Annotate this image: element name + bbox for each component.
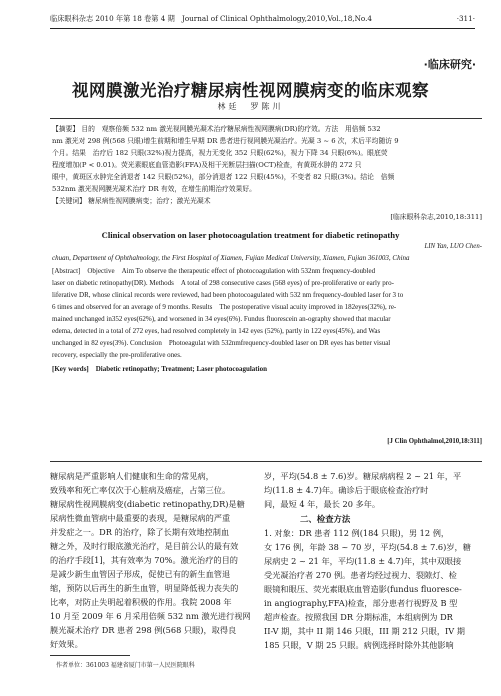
page-number: ·311· [456,14,475,23]
abstract-en-line: 6 times and observed for an average of 9 months. Results The postoperative visual acuity improved in 182eyes(32%), re- [52,303,397,311]
section-label: ·临床研究· [423,58,476,71]
body-line: in angiography,FFA)检查，部分患者行视野及 B 型 [264,598,458,608]
body-line: 糖尿病性视网膜病变(diabetic retinopathy,DR)是糖 [50,499,245,509]
body-line: 均(11.8 ± 4.7)年。确诊后于眼底检查治疗时 [264,485,429,495]
section-heading: 二、检查方法 [300,514,351,524]
keywords-en: [Key words] Diabetic retinopathy; Treatment; Laser photocoagulation [52,365,267,373]
abstract-en-line: laser on diabetic retinopathy(DR). Methods A total of 298 consecutive cases (568 eyes) of pre-proliferative or early pro- [52,279,394,287]
body-line: 10 月至 2009 年 6 月采用倍频 532 nm 激光进行视网 [50,611,251,621]
body-line: 岁，平均(54.8 ± 7.6)岁。糖尿病病程 2 ~ 21 年，平 [264,471,462,481]
body-line: 糖尿病是严重影响人们健康和生命的常见病， [50,471,214,481]
footnote-rule [50,655,130,656]
body-line: 糖之外，及时行眼底激光治疗，是目前公认的最有效 [50,541,239,551]
body-line: 缩，预防以后再生的新生血管，明显降低视力丧失的 [50,583,239,593]
abstract-box [50,118,482,462]
body-line: 是减少新生血管因子形成，促使已有的新生血管退 [50,569,231,579]
abstract-en-line: [Abstract] Objective Aim To observe the therapeutic effect of photocoagulation with 532nm frequency-doubled [52,267,376,275]
body-line: 致残率和死亡率仅次于心脏病及癌症，占第三位。 [50,485,231,495]
body-line: 并发症之一。DR 的治疗，除了长期有效地控制血 [50,527,230,537]
article-title: 视网膜激光治疗糖尿病性视网膜病变的临床观察 [72,81,429,100]
running-header [50,10,475,29]
body-line: 眼镜和眼压、荧光素眼底血管造影(fundus fluoresce- [264,584,462,594]
abstract-en-line: unchanged in 82 eyes(3%). Conclusion Photoeagulat with 532nmfrequency-doubled laser on DR eyes has better visual [52,339,391,347]
body-line: 超声检查。按照我国 DR 分期标准，本组病例为 DR [264,612,453,622]
abstract-en-line: liferative DR, whose clinical records were reviewed, had been photocoagulated with 532 nm frequency-doubled laser for 3 to [52,291,404,299]
body-line: II-V 期，其中 II 期 146 只眼，III 期 212 只眼，IV 期 [264,626,465,636]
journal-info: 临床眼科杂志 2010 年第 18 卷第 4 期 Journal of Clinical Ophthalmology,2010,Vol.,18,No.4 [50,14,372,23]
body-line: 好效果。 [50,639,83,649]
body-line: 受光凝治疗者 270 例。患者均经过视力、裂隙灯、检 [264,570,457,580]
citation-en: [J Clin Ophthalmol,2010,18:311] [387,438,482,445]
citation-cn: [临床眼科杂志,2010,18:311] [390,213,482,221]
abstract-cn-line: 眼中，黄斑区水肿完全消退者 142 只眼(52%)，部分消退者 122 只眼(45%)，不变者 82 只眼(3%)。结论 倍频 [52,173,395,181]
abstract-cn-line: nm 激光对 298 例(568 只眼)增生前期和增生早期 DR 患者进行视网膜光凝治疗。光凝 3 ~ 6 次，术后平均随访 9 [52,137,399,145]
body-line: 间，最短 4 年，最长 20 多年。 [264,499,381,509]
body-line: 尿病史 2 ~ 21 年，平均(11.8 ± 4.7)年，其中双眼接 [264,556,462,566]
keywords-cn: 【关键词】 糖尿病性视网膜病变；治疗；激光光凝术 [52,197,211,205]
footnote: 作者单位：361003 福建省厦门市第一人民医院眼科 [56,662,195,669]
abstract-cn-line: 【摘要】 目的 观察倍频 532 nm 激光视网膜光凝术治疗糖尿病性视网膜病(DR)的疗效。方法 用倍频 532 [52,125,381,133]
body-line: 膜光凝术治疗 DR 患者 298 例(568 只眼)，取得良 [50,625,237,635]
body-line: 尿病性微血管病中最重要的表现，是糖尿病的严重 [50,513,231,523]
english-affiliation: chuan, Department of Ophthalmology, the First Hospital of Xiamen, Fujian Medical University, Xiamen, Fujian 361003, China [52,254,410,262]
english-authors: LIN Yan, LUO Chen- [424,243,482,250]
abstract-cn-line: 程度增加(P < 0.01)。荧光素眼底血管造影(FFA)及相干光断层扫描(OCT)检查，有黄斑水肿的 272 只 [52,161,362,169]
body-line: 的治疗手段[1]，其有效率为 70%。激光治疗的目的 [50,555,238,565]
english-title: Clinical observation on laser photocoagulation treatment for diabetic retinopathy [101,230,400,240]
abstract-cn-line: 532nm 激光视网膜光凝术治疗 DR 有效，在增生前期治疗效果好。 [52,185,256,193]
abstract-cn-line: 个月。结果 治疗后 182 只眼(32%)视力提高，视力无变化 352 只眼(62%)，视力下降 34 只眼(6%)。眼底荧 [52,149,388,157]
article-authors: 林廷 罗陈川 [217,102,284,111]
abstract-en-line: recovery, especially the pre-proliferative ones. [52,351,182,359]
body-line: 女 176 例，年龄 38 ~ 70 岁，平均(54.8 ± 7.6)岁，糖 [264,542,471,552]
abstract-en-line: mained unchanged in352 eyes(62%), and worsened in 34 eyes(6%). Fundus fluorescein an-ography showed that macular [52,315,391,323]
body-line: 1. 对象：DR 患者 112 例(184 只眼)，男 12 例， [264,528,450,538]
body-line: 比率，对防止失明起着积极的作用。我院 2008 年 [50,597,232,607]
abstract-en-line: edema, detected in a total of 272 eyes, had resolved completely in 142 eyes (52%), partly in 122 eyes(45%), and Was [52,327,381,335]
body-line: 185 只眼，V 期 25 只眼。病例选择时除外其他影响 [264,640,454,650]
